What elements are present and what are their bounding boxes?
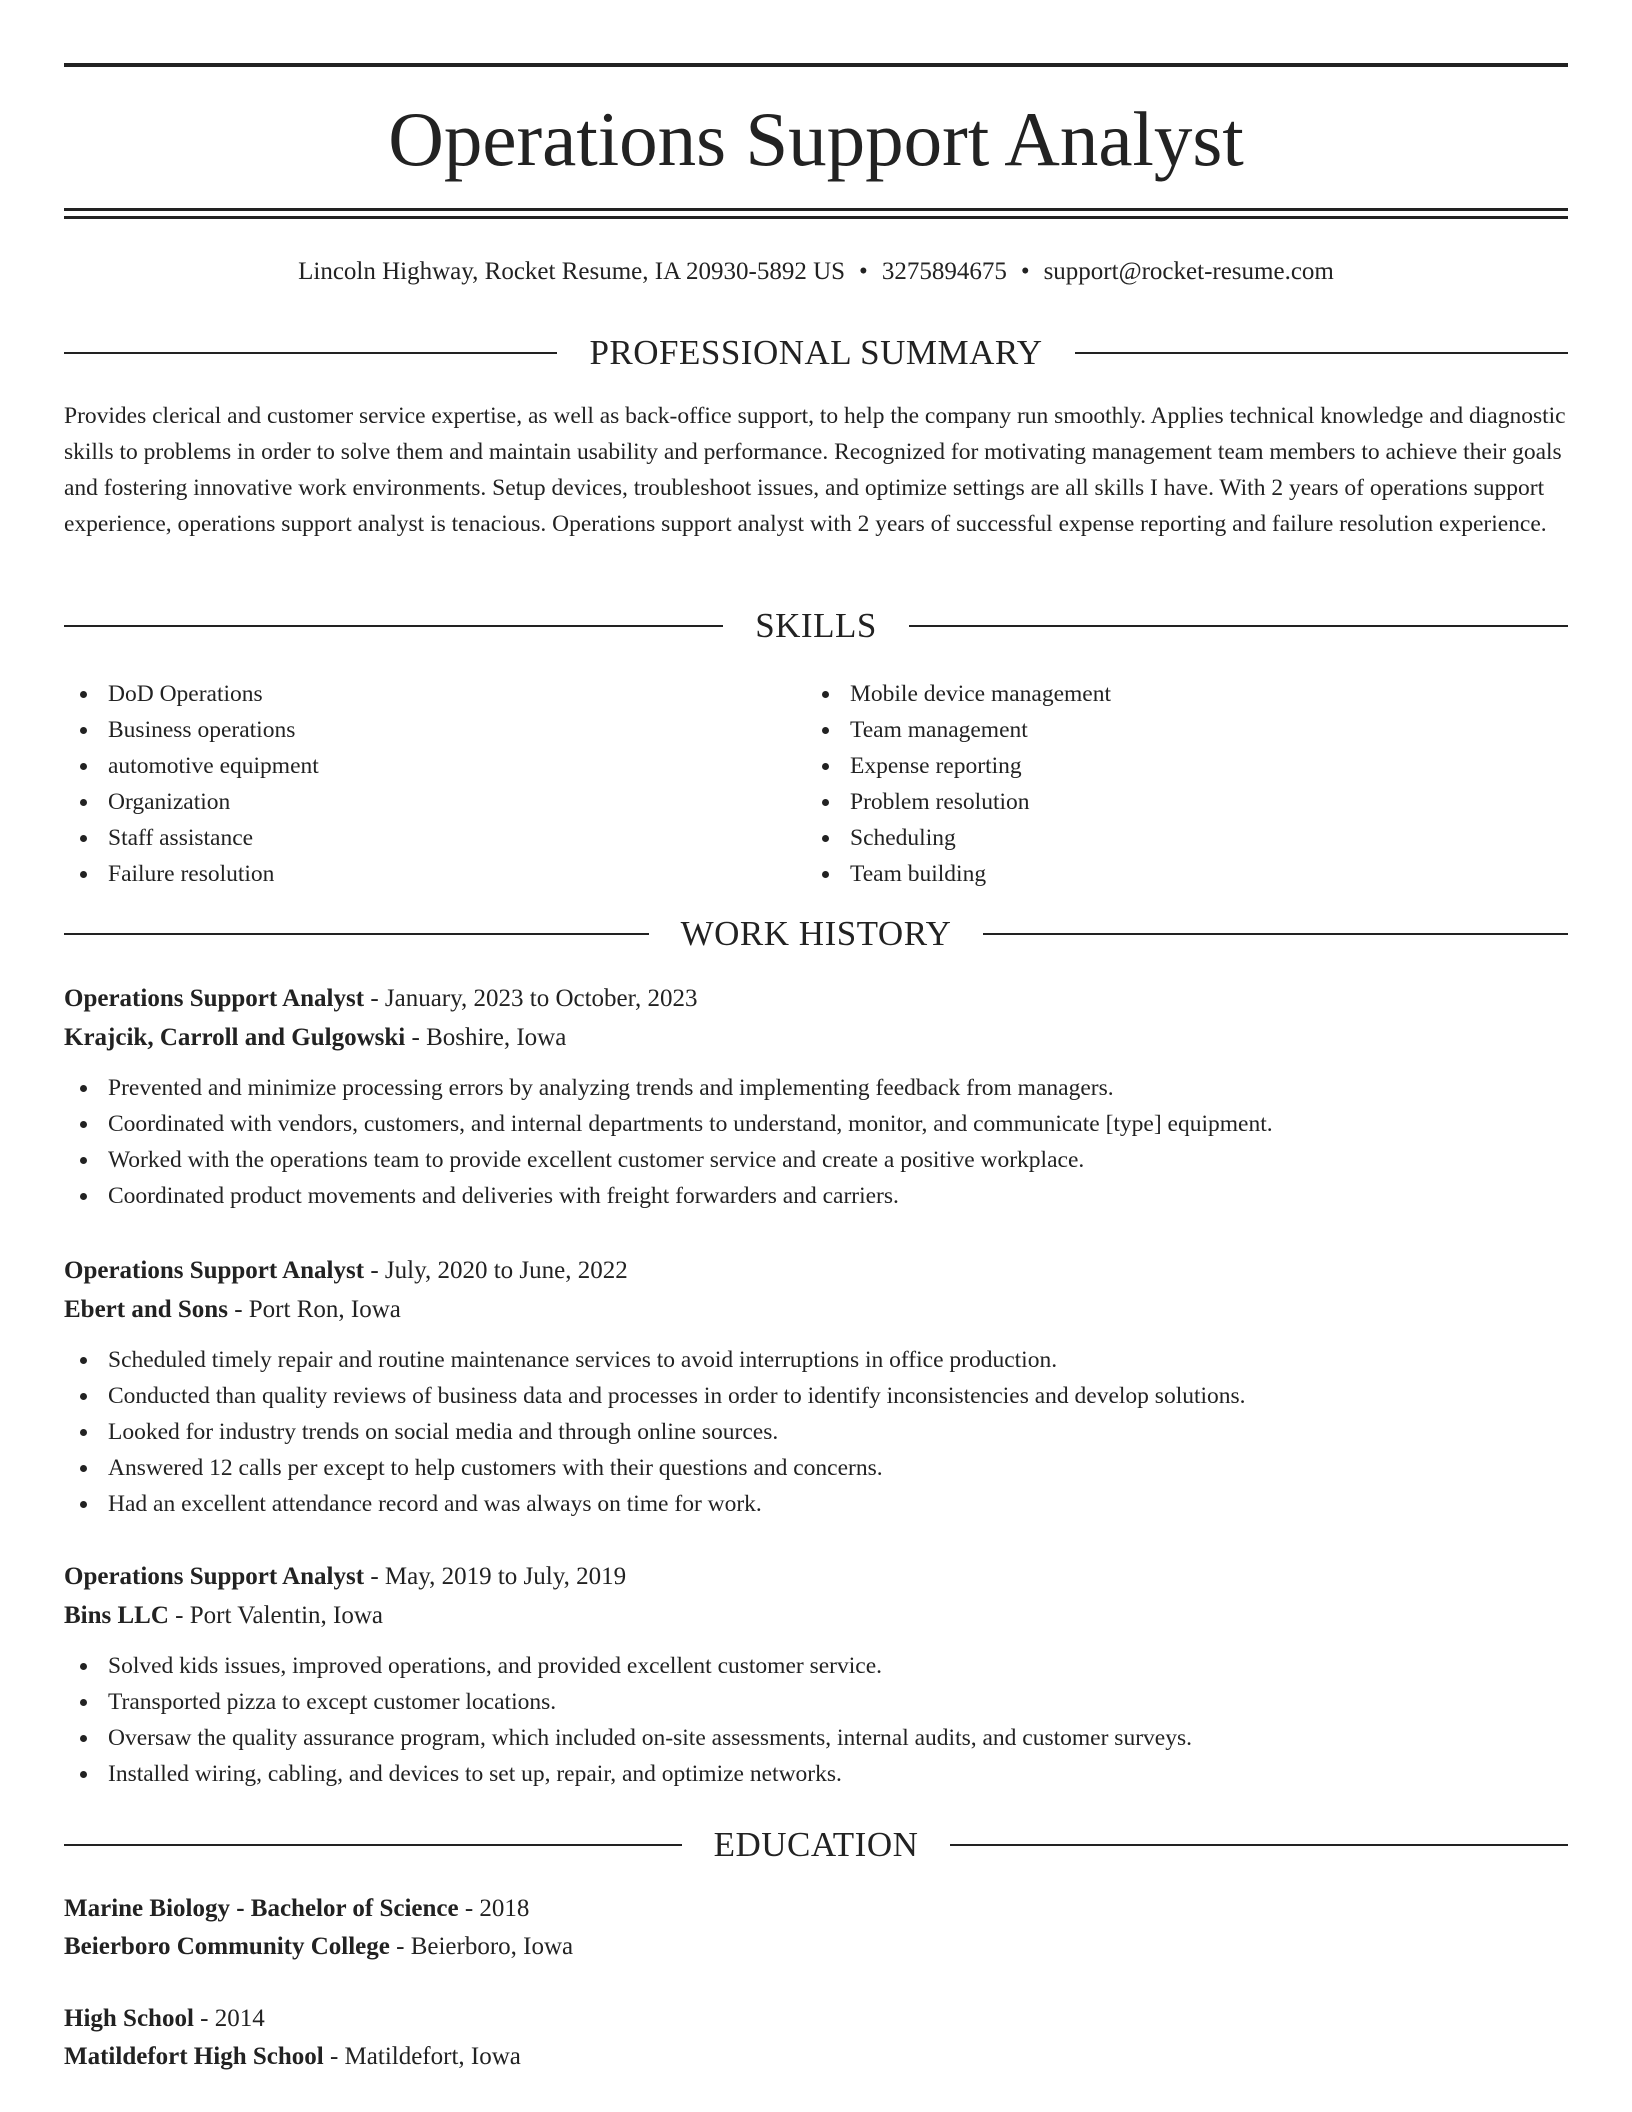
section-header-summary <box>64 330 1568 376</box>
education-location: - Matildefort, Iowa <box>323 2043 521 2070</box>
job-bullet: Solved kids issues, improved operations, and provided excellent customer service. <box>64 1648 1568 1684</box>
job-bullet: Installed wiring, cabling, and devices to set up, repair, and optimize networks. <box>64 1756 1568 1792</box>
education-school-line <box>64 2038 1568 2076</box>
job-bullet: Worked with the operations team to provide excellent customer service and create a positive workplace. <box>64 1142 1568 1178</box>
education-degree-line <box>64 1890 1568 1928</box>
header-top-rule <box>64 63 1568 67</box>
skill-item: DoD Operations <box>64 676 784 712</box>
job-location: - Port Ron, Iowa <box>227 1296 401 1323</box>
section-rule <box>64 1844 682 1846</box>
section-rule <box>909 625 1568 627</box>
job-bullet: Prevented and minimize processing errors by analyzing trends and implementing feedback from managers. <box>64 1070 1568 1106</box>
job-bullet: Coordinated with vendors, customers, and internal departments to understand, monitor, and communicate [type] equipment. <box>64 1106 1568 1142</box>
job-bullet: Coordinated product movements and deliveries with freight forwarders and carriers. <box>64 1178 1568 1214</box>
skill-item: Staff assistance <box>64 820 784 856</box>
education-year: - 2018 <box>458 1895 530 1922</box>
job-bullet: Transported pizza to except customer locations. <box>64 1684 1568 1720</box>
job-bullet: Looked for industry trends on social media and through online sources. <box>64 1414 1568 1450</box>
education-year: - 2014 <box>193 2005 265 2032</box>
job-bullet: Conducted than quality reviews of business data and processes in order to identify inconsistencies and develop solutions. <box>64 1378 1568 1414</box>
contact-separator: • <box>1020 258 1030 285</box>
job-entry <box>64 979 1568 1214</box>
education-location: - Beierboro, Iowa <box>389 1933 574 1960</box>
skill-item: Mobile device management <box>806 676 1566 712</box>
job-bullets <box>64 1648 1568 1792</box>
resume-name-title: Operations Support Analyst <box>388 96 1244 182</box>
section-rule <box>983 933 1568 935</box>
skill-item: automotive equipment <box>64 748 784 784</box>
section-header-education <box>64 1822 1568 1868</box>
job-dates: - July, 2020 to June, 2022 <box>364 1257 628 1284</box>
skill-item: Organization <box>64 784 784 820</box>
job-bullet: Scheduled timely repair and routine maintenance services to avoid interruptions in office production. <box>64 1342 1568 1378</box>
skills-list-right <box>806 676 1566 892</box>
education-school: Beierboro Community College <box>64 1933 390 1960</box>
section-rule <box>64 352 557 354</box>
job-bullet: Had an excellent attendance record and was always on time for work. <box>64 1486 1568 1522</box>
education-entry <box>64 2000 1568 2076</box>
job-title: Operations Support Analyst <box>64 1257 365 1284</box>
section-title: PROFESSIONAL SUMMARY <box>589 333 1043 372</box>
job-entry <box>64 1557 1568 1792</box>
contact-address: Lincoln Highway, Rocket Resume, IA 20930-5892 US <box>298 258 846 285</box>
skill-item: Team building <box>806 856 1566 892</box>
job-bullets <box>64 1070 1568 1214</box>
education-school: Matildefort High School <box>64 2043 324 2070</box>
skill-item: Scheduling <box>806 820 1566 856</box>
education-degree: High School <box>64 2005 194 2032</box>
section-title: SKILLS <box>755 606 877 645</box>
job-company: Bins LLC <box>64 1602 169 1629</box>
skill-item: Expense reporting <box>806 748 1566 784</box>
skill-item: Problem resolution <box>806 784 1566 820</box>
header-double-rule-lower <box>64 216 1568 219</box>
job-location: - Port Valentin, Iowa <box>168 1602 384 1629</box>
education-degree-line <box>64 2000 1568 2038</box>
job-title-line <box>64 1251 1568 1290</box>
job-dates: - January, 2023 to October, 2023 <box>364 985 698 1012</box>
section-header-work-history <box>64 911 1568 957</box>
contact-email[interactable]: support@rocket-resume.com <box>1043 258 1334 285</box>
job-company: Krajcik, Carroll and Gulgowski <box>64 1024 406 1051</box>
skill-item: Failure resolution <box>64 856 784 892</box>
job-company-line <box>64 1596 1568 1635</box>
job-bullet: Answered 12 calls per except to help customers with their questions and concerns. <box>64 1450 1568 1486</box>
job-title-line <box>64 1557 1568 1596</box>
job-title-line <box>64 979 1568 1018</box>
skill-item: Team management <box>806 712 1566 748</box>
header-double-rule-upper <box>64 208 1568 211</box>
education-school-line <box>64 1928 1568 1966</box>
job-title: Operations Support Analyst <box>64 1563 365 1590</box>
job-location: - Boshire, Iowa <box>405 1024 567 1051</box>
section-rule <box>64 933 649 935</box>
contact-line <box>64 254 1568 290</box>
section-header-skills <box>64 603 1568 649</box>
section-rule <box>64 625 723 627</box>
job-bullets <box>64 1342 1568 1522</box>
skills-list-left <box>64 676 784 892</box>
section-rule <box>1075 352 1568 354</box>
job-company-line <box>64 1290 1568 1329</box>
job-company-line <box>64 1018 1568 1057</box>
education-entry <box>64 1890 1568 1966</box>
job-entry <box>64 1251 1568 1522</box>
job-bullet: Oversaw the quality assurance program, which included on-site assessments, internal audits, and customer surveys. <box>64 1720 1568 1756</box>
contact-separator: • <box>859 258 868 285</box>
skill-item: Business operations <box>64 712 784 748</box>
job-dates: - May, 2019 to July, 2019 <box>364 1563 627 1590</box>
job-title: Operations Support Analyst <box>64 985 365 1012</box>
section-title: EDUCATION <box>713 1825 919 1864</box>
section-rule <box>950 1844 1568 1846</box>
section-title: WORK HISTORY <box>680 914 952 953</box>
job-company: Ebert and Sons <box>64 1296 228 1323</box>
contact-phone: 3275894675 <box>881 258 1007 285</box>
education-degree: Marine Biology - Bachelor of Science <box>64 1895 459 1922</box>
professional-summary-text: Provides clerical and customer service expertise, as well as back-office support, to help the company run smoothly. Applies technical knowledge and diagnostic skills to problems in order to solve them and maintain usability and performance. Recognized for motivating management team members to achieve their goals and fostering innovative work environments. Setup devices, troubleshoot issues, and optimize settings are all skills I have. With 2 years of operations support experience, operations support analyst is tenacious. Operations support analyst with 2 years of successful expense reporting and failure resolution experience. <box>64 403 1566 537</box>
